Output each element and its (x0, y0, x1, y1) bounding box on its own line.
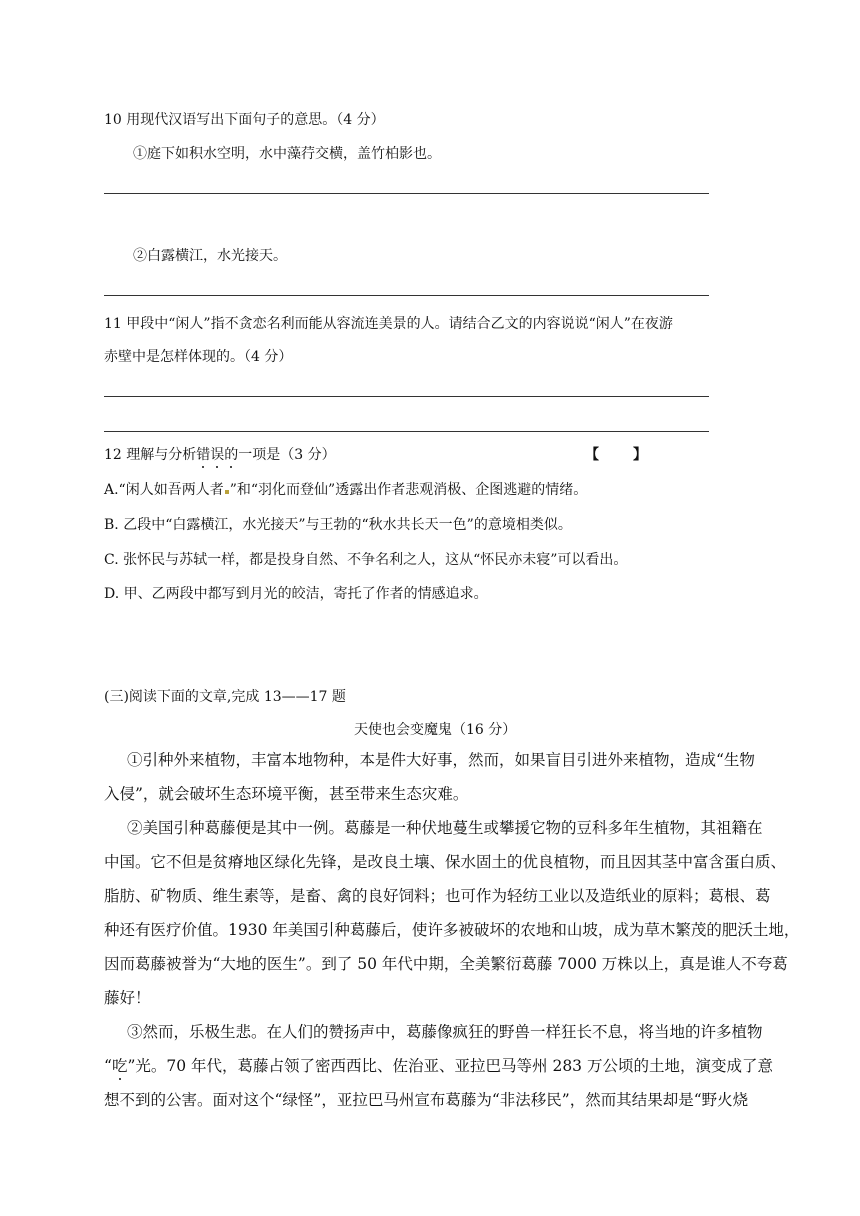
passage-line: ②美国引种葛藤便是其中一例。葛藤是一种伏地蔓生或攀援它物的豆科多年生植物，其祖籍在 (127, 819, 763, 837)
passage-line: 中国。它不但是贫瘠地区绿化先锋，是改良土壤、保水固土的优良植物，而且因其茎中富含蛋白质、 (104, 853, 787, 871)
answer-line[interactable] (104, 396, 709, 397)
answer-line[interactable] (104, 295, 709, 296)
passage-line: 想不到的公害。面对这个“绿怪”，亚拉巴马州宣布葛藤为“非法移民”，然而其结果却是“野火烧 (104, 1091, 749, 1109)
q11-line-1: 11 甲段中“闲人”指不贪恋名利而能从容流连美景的人。请结合乙文的内容说说“闲人”在夜游 (104, 316, 673, 332)
passage-line: 藤好！ (104, 989, 151, 1007)
q12-option-a[interactable]: A.“闲人如吾两人者 ”和“羽化而登仙”透露出作者悲观消极、企图逃避的情绪。 (104, 482, 588, 498)
passage-line: 因而葛藤被誉为“大地的医生”。到了 50 年代中期，全美繁衍葛藤 7000 万株以上，真是谁人不夸葛 (104, 955, 788, 973)
answer-line[interactable] (104, 193, 709, 194)
q10-stem: 10 用现代汉语写出下面句子的意思。（4 分） (104, 112, 385, 128)
emphasis-char: 吃 (112, 1057, 128, 1075)
emphasis-char: 的 (224, 447, 238, 463)
passage-line: 种还有医疗价值。1930 年美国引种葛藤后，使许多被破坏的农地和山坡，成为草木繁茂的肥沃土地， (104, 921, 800, 939)
q10-sentence-2: ②白露横江，水光接天。 (133, 248, 287, 264)
q12-option-c[interactable]: C. 张怀民与苏轼一样，都是投身自然、不争名利之人，这从“怀民亦未寝”可以看出。 (104, 552, 628, 568)
section-heading: (三)阅读下面的文章,完成 13——17 题 (104, 689, 346, 705)
answer-bracket-left[interactable]: 【 (585, 447, 599, 463)
q12-option-d[interactable]: D. 甲、乙两段中都写到月光的皎洁，寄托了作者的情感追求。 (104, 586, 488, 602)
passage-line: 入侵”，就会破坏生态环境平衡，甚至带来生态灾难。 (104, 785, 469, 803)
text-cursor-mark (225, 490, 229, 494)
passage-line: ③然而，乐极生悲。在人们的赞扬声中，葛藤像疯狂的野兽一样狂长不息，将当地的许多植物 (127, 1023, 763, 1041)
q11-line-2: 赤壁中是怎样体现的。（4 分） (104, 349, 293, 365)
q12-option-b[interactable]: B. 乙段中“白露横江，水光接天”与王勃的“秋水共长天一色”的意境相类似。 (104, 517, 572, 533)
passage-line: ①引种外来植物，丰富本地物种，本是件大好事，然而，如果盲目引进外来植物，造成“生物 (127, 751, 755, 769)
q10-sentence-1: ①庭下如积水空明，水中藻荇交横，盖竹柏影也。 (133, 146, 441, 162)
q12-stem-prefix: 12 理解与分析 (104, 447, 197, 463)
emphasis-char: 误 (210, 447, 224, 463)
answer-line[interactable] (104, 431, 709, 432)
q12-stem-suffix: 一项是（3 分） (238, 447, 336, 463)
answer-bracket-right[interactable]: 】 (633, 447, 647, 463)
article-title: 天使也会变魔鬼（16 分） (354, 722, 517, 738)
passage-line: “吃 ”光。70 年代，葛藤占领了密西西比、佐治亚、亚拉巴马等州 283 万公顷的土地，演变成了意 (104, 1057, 773, 1075)
emphasis-char: 错 (196, 447, 210, 463)
q12-stem (104, 446, 336, 464)
passage-line: 脂肪、矿物质、维生素等，是畜、禽的良好饲料；也可作为轻纺工业以及造纸业的原料；葛根、葛 (104, 887, 771, 905)
